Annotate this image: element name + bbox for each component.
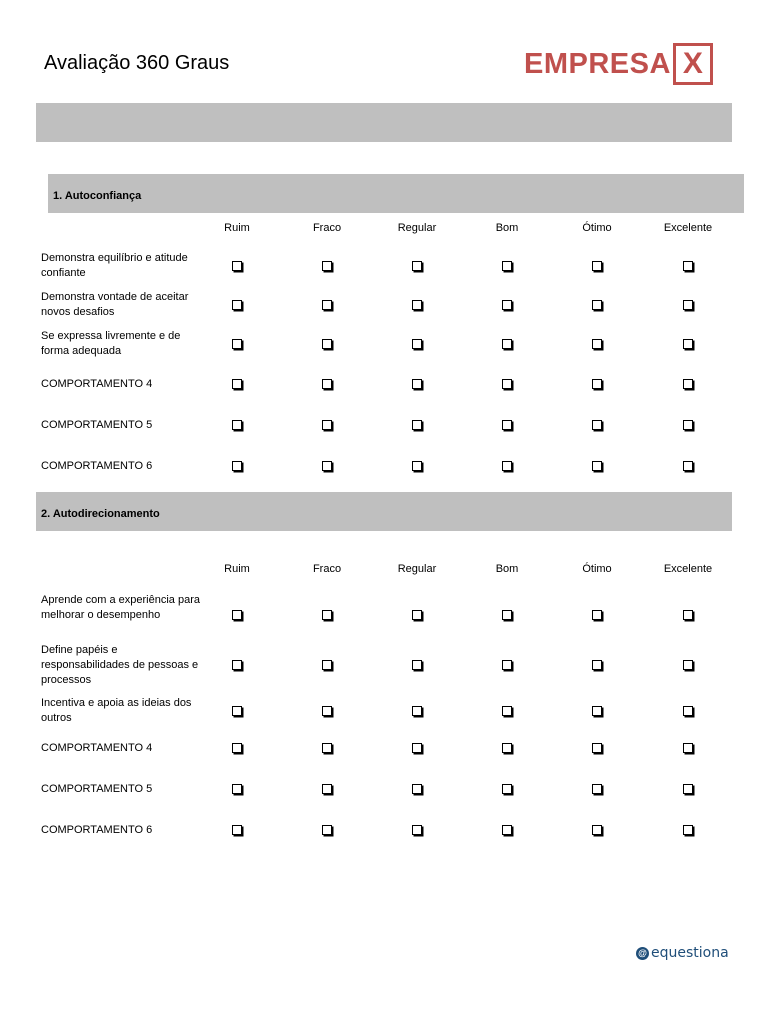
row-label: Demonstra vontade de aceitar novos desafios (41, 291, 189, 318)
rating-checkbox[interactable] (502, 660, 512, 670)
rating-checkbox[interactable] (232, 339, 242, 349)
rating-checkbox[interactable] (683, 825, 693, 835)
rating-checkbox[interactable] (683, 784, 693, 794)
logo-text: EMPRESA (524, 48, 671, 80)
rating-checkbox[interactable] (683, 300, 693, 310)
column-header: Excelente (663, 563, 713, 575)
rating-checkbox[interactable] (592, 261, 602, 271)
rating-checkbox[interactable] (322, 261, 332, 271)
rating-checkbox[interactable] (592, 825, 602, 835)
rating-checkbox[interactable] (683, 706, 693, 716)
rating-checkbox[interactable] (232, 660, 242, 670)
column-header: Fraco (312, 563, 342, 575)
rating-checkbox[interactable] (412, 706, 422, 716)
column-header: Fraco (312, 222, 342, 234)
at-sign-icon: @ (636, 947, 649, 960)
row-label: COMPORTAMENTO 4 (41, 377, 153, 390)
rating-checkbox[interactable] (232, 743, 242, 753)
rating-checkbox[interactable] (592, 461, 602, 471)
rating-checkbox[interactable] (322, 379, 332, 389)
column-header: Ótimo (582, 563, 612, 575)
rating-checkbox[interactable] (232, 825, 242, 835)
column-header: Ruim (224, 563, 250, 575)
rating-checkbox[interactable] (502, 825, 512, 835)
rating-checkbox[interactable] (502, 420, 512, 430)
rating-checkbox[interactable] (502, 706, 512, 716)
rating-checkbox[interactable] (322, 706, 332, 716)
rating-checkbox[interactable] (592, 743, 602, 753)
rating-checkbox[interactable] (412, 420, 422, 430)
row-label: Define papéis e responsabilidades de pessoas e processos (41, 643, 199, 686)
column-header: Excelente (663, 222, 713, 234)
rating-checkbox[interactable] (412, 743, 422, 753)
rating-checkbox[interactable] (232, 706, 242, 716)
rating-checkbox[interactable] (502, 261, 512, 271)
rating-checkbox[interactable] (412, 784, 422, 794)
logo-mark: X (673, 43, 713, 85)
rating-checkbox[interactable] (683, 461, 693, 471)
row-label: COMPORTAMENTO 6 (41, 823, 153, 836)
rating-checkbox[interactable] (683, 610, 693, 620)
section-title: 1. Autoconfiança (53, 190, 142, 202)
section-header-autoconfianca (48, 174, 744, 213)
row-label: Incentiva e apoia as ideias dos outros (41, 697, 192, 724)
rating-checkbox[interactable] (232, 300, 242, 310)
row-label: Demonstra equilíbrio e atitude confiante (41, 252, 188, 279)
rating-checkbox[interactable] (502, 461, 512, 471)
rating-checkbox[interactable] (322, 825, 332, 835)
rating-checkbox[interactable] (412, 461, 422, 471)
rating-checkbox[interactable] (592, 610, 602, 620)
rating-checkbox[interactable] (412, 825, 422, 835)
rating-checkbox[interactable] (683, 261, 693, 271)
rating-checkbox[interactable] (592, 420, 602, 430)
rating-checkbox[interactable] (683, 339, 693, 349)
rating-checkbox[interactable] (322, 420, 332, 430)
row-label: COMPORTAMENTO 4 (41, 741, 153, 754)
rating-checkbox[interactable] (232, 610, 242, 620)
company-logo (524, 44, 713, 84)
rating-checkbox[interactable] (232, 784, 242, 794)
column-header: Ótimo (582, 222, 612, 234)
rating-checkbox[interactable] (502, 784, 512, 794)
equestiona-brand (636, 945, 729, 961)
rating-checkbox[interactable] (592, 784, 602, 794)
rating-checkbox[interactable] (412, 261, 422, 271)
row-label: COMPORTAMENTO 5 (41, 418, 153, 431)
rating-checkbox[interactable] (412, 660, 422, 670)
rating-checkbox[interactable] (412, 300, 422, 310)
section-title: 2. Autodirecionamento (41, 508, 160, 520)
brand-text: equestiona (651, 945, 729, 961)
rating-checkbox[interactable] (683, 660, 693, 670)
rating-checkbox[interactable] (322, 610, 332, 620)
column-header: Ruim (224, 222, 250, 234)
rating-checkbox[interactable] (232, 461, 242, 471)
column-header: Regular (397, 222, 437, 234)
section-header-autodirecionamento (36, 492, 732, 531)
column-header: Bom (495, 563, 519, 575)
rating-checkbox[interactable] (322, 461, 332, 471)
row-label: COMPORTAMENTO 5 (41, 782, 153, 795)
rating-checkbox[interactable] (322, 743, 332, 753)
row-label: Se expressa livremente e de forma adequada (41, 330, 181, 357)
rating-checkbox[interactable] (412, 610, 422, 620)
rating-checkbox[interactable] (502, 743, 512, 753)
rating-checkbox[interactable] (592, 706, 602, 716)
rating-checkbox[interactable] (502, 339, 512, 349)
rating-checkbox[interactable] (502, 300, 512, 310)
row-label: Aprende com a experiência para melhorar o desempenho (41, 593, 200, 621)
rating-checkbox[interactable] (683, 379, 693, 389)
rating-checkbox[interactable] (322, 300, 332, 310)
rating-checkbox[interactable] (592, 379, 602, 389)
rating-checkbox[interactable] (592, 660, 602, 670)
rating-checkbox[interactable] (592, 300, 602, 310)
rating-checkbox[interactable] (502, 379, 512, 389)
column-header: Regular (397, 563, 437, 575)
rating-checkbox[interactable] (502, 610, 512, 620)
rating-checkbox[interactable] (412, 339, 422, 349)
row-label: COMPORTAMENTO 6 (41, 459, 153, 472)
rating-checkbox[interactable] (412, 379, 422, 389)
rating-checkbox[interactable] (232, 261, 242, 271)
rating-checkbox[interactable] (592, 339, 602, 349)
column-header: Bom (495, 222, 519, 234)
header-band (36, 103, 732, 142)
rating-checkbox[interactable] (683, 420, 693, 430)
rating-checkbox[interactable] (683, 743, 693, 753)
rating-checkbox[interactable] (232, 379, 242, 389)
page-title: Avaliação 360 Graus (44, 52, 230, 74)
rating-checkbox[interactable] (322, 784, 332, 794)
rating-checkbox[interactable] (322, 339, 332, 349)
rating-checkbox[interactable] (322, 660, 332, 670)
rating-checkbox[interactable] (232, 420, 242, 430)
